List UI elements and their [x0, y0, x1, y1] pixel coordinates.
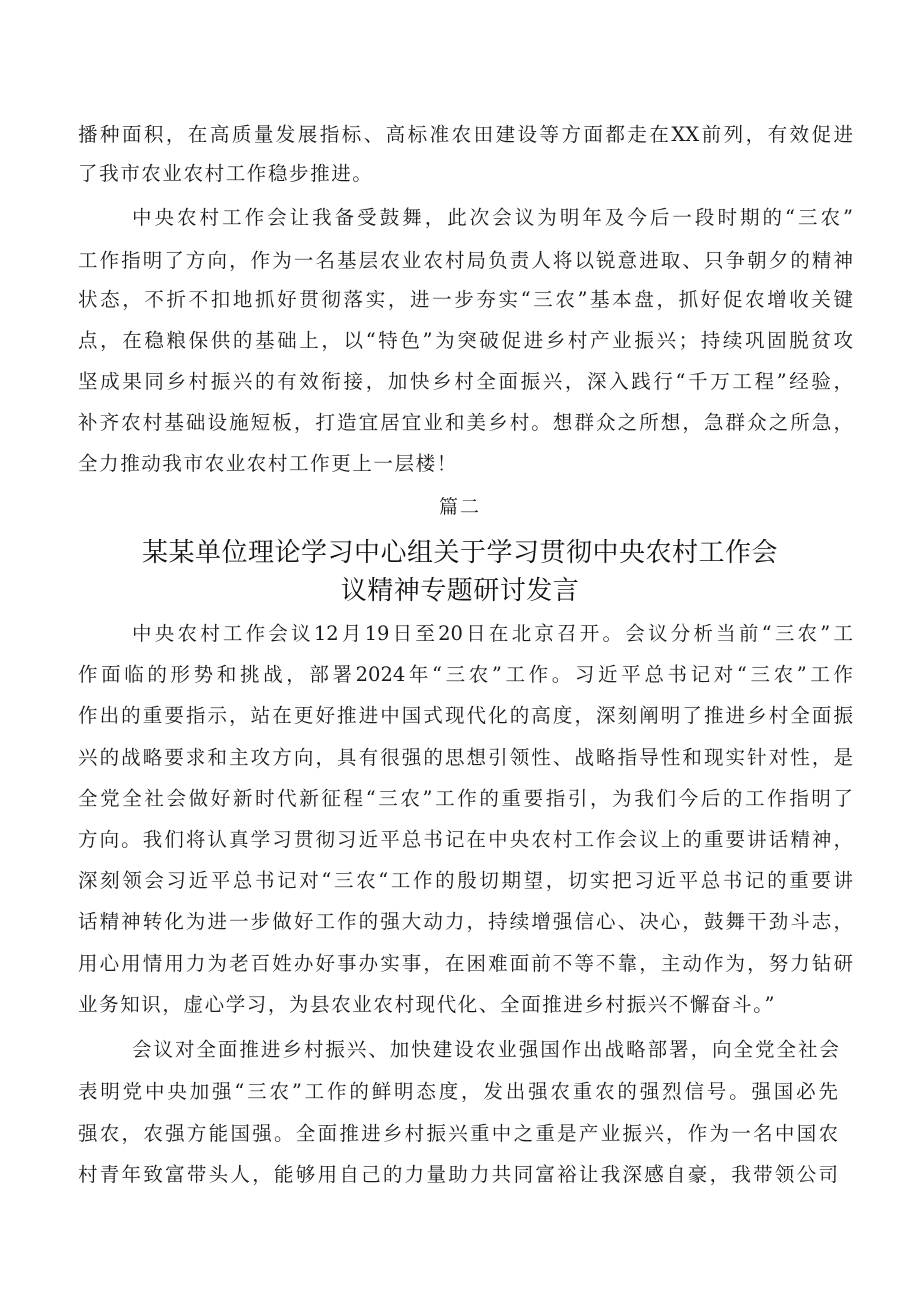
text-line: 了我市农业农村工作稳步推进。	[78, 162, 374, 185]
text-line: 全党全社会做好新时代新征程“三农”工作的重要指引，为我们今后的工作指明了	[78, 787, 853, 810]
text-line: 会议对全面推进乡村振兴、加快建设农业强国作出战略部署，向全党全社会	[132, 1038, 839, 1061]
section-label: 篇二	[438, 496, 481, 518]
text-line: 播种面积，在高质量发展指标、高标准农田建设等方面都走在XX前列，有效促进	[78, 123, 853, 146]
text-line: 方向。我们将认真学习贯彻习近平总书记在中央农村工作会议上的重要讲话精神，	[78, 828, 853, 851]
text-line: 作出的重要指示，站在更好推进中国式现代化的高度，深刻阐明了推进乡村全面振	[78, 704, 853, 727]
text-line: 工作指明了方向，作为一名基层农业农村局负责人将以锐意进取、只争朝夕的精神	[78, 249, 853, 272]
text-line: 中央农村工作会议12月19日至20日在北京召开。会议分析当前“三农”工	[132, 622, 853, 645]
text-line: 作面临的形势和挑战，部署2024年“三农”工作。习近平总书记对“三农”工作	[78, 663, 853, 686]
text-line: 村青年致富带头人，能够用自己的力量助力共同富裕让我深感自豪，我带领公司	[78, 1163, 838, 1186]
text-line: 状态，不折不扣地抓好贯彻落实，进一步夯实“三农”基本盘，抓好促农增收关键	[78, 288, 853, 311]
text-line: 强农，农强方能国强。全面推进乡村振兴重中之重是产业振兴，作为一名中国农	[78, 1122, 838, 1145]
text-line: 深刻领会习近平总书记对“三农“工作的殷切期望，切实把习近平总书记的重要讲	[78, 869, 853, 892]
text-line: 中央农村工作会让我备受鼓舞，此次会议为明年及今后一段时期的“三农”	[132, 206, 853, 229]
text-line: 点，在稳粮保供的基础上，以“特色”为突破促进乡村产业振兴；持续巩固脱贫攻	[78, 329, 853, 352]
text-line: 全力推动我市农业农村工作更上一层楼！	[78, 452, 458, 475]
text-line: 表明党中央加强“三农”工作的鲜明态度，发出强农重农的强烈信号。强国必先	[78, 1080, 838, 1103]
text-line: 用心用情用力为老百姓办好事办实事，在困难面前不等不靠，主动作为，努力钻研	[78, 952, 853, 975]
text-line: 话精神转化为进一步做好工作的强大动力，持续增强信心、决心，鼓舞干劲斗志，	[78, 910, 853, 933]
document-title-line-2: 议精神专题研讨发言	[340, 576, 580, 606]
document-title-line-1: 某某单位理论学习中心组关于学习贯彻中央农村工作会	[141, 538, 778, 568]
text-line: 坚成果同乡村振兴的有效衔接，加快乡村全面振兴，深入践行“千万工程”经验，	[78, 370, 853, 393]
text-line: 业务知识，虚心学习，为县农业农村现代化、全面推进乡村振兴不懈奋斗。”	[78, 993, 777, 1016]
text-line: 补齐农村基础设施短板，打造宜居宜业和美乡村。想群众之所想，急群众之所急，	[78, 411, 853, 434]
text-line: 兴的战略要求和主攻方向，具有很强的思想引领性、战略指导性和现实针对性，是	[78, 746, 853, 769]
